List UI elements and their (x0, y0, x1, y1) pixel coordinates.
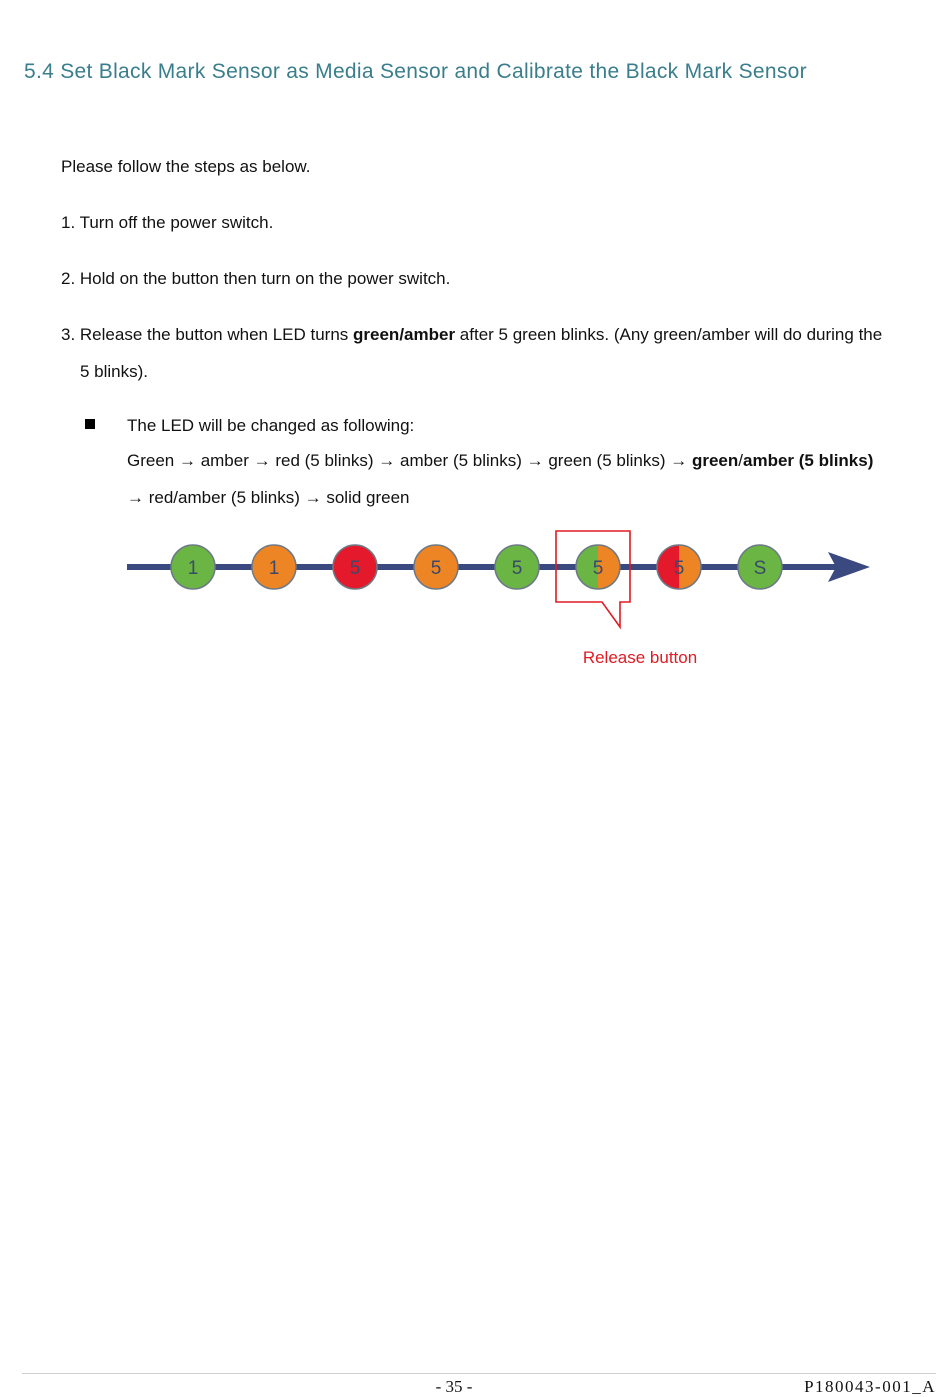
led-sequence-amber: amber (5 blinks) (743, 451, 874, 470)
step-3-continuation: 5 blinks). (80, 362, 149, 381)
step-3-amber: amber (404, 325, 456, 344)
step-3-slash: / (399, 325, 405, 344)
led-indicator (495, 545, 539, 589)
step-2: 2. Hold on the button then turn on the power switch. (61, 269, 451, 288)
led-indicator (657, 545, 701, 589)
document-id: P180043-001_A (804, 1377, 936, 1396)
led-indicator (738, 545, 782, 589)
led-sequence-slash: / (738, 451, 743, 470)
led-sequence-green: green (691, 451, 739, 470)
bullet-intro: The LED will be changed as following: (127, 416, 415, 435)
led-label: 5 (349, 558, 361, 579)
led-label: 1 (187, 558, 199, 579)
page-number: - 35 - (435, 1377, 473, 1396)
led-label: 5 (511, 558, 523, 579)
led-label: S (753, 558, 767, 579)
led-indicator (576, 545, 620, 589)
section-heading: 5.4 Set Black Mark Sensor as Media Sensor and Calibrate the Black Mark Sensor (24, 60, 807, 83)
led-label: 5 (430, 558, 442, 579)
led-sequence-diagram (120, 525, 880, 675)
step-3 (61, 325, 882, 345)
step-3-suffix: after 5 green blinks. (Any green/amber will do during the (455, 325, 883, 344)
led-sequence-line-2: → red/amber (5 blinks) → solid green (127, 488, 410, 507)
step-3-prefix: 3. Release the button when LED turns (61, 325, 354, 344)
step-1: 1. Turn off the power switch. (61, 213, 274, 232)
led-indicator (414, 545, 458, 589)
step-3-green: green (353, 325, 400, 344)
led-sequence-text: Green → amber → red (5 blinks) → amber (5 blinks) → green (5 blinks) → (127, 451, 692, 470)
led-label: 5 (673, 558, 685, 579)
footer-divider (22, 1373, 936, 1374)
release-button-label: Release button (582, 648, 698, 667)
led-indicator (252, 545, 296, 589)
intro-text: Please follow the steps as below. (61, 157, 311, 176)
led-sequence-line-1 (127, 451, 873, 471)
bullet-square-icon (85, 419, 95, 429)
led-indicator (333, 545, 377, 589)
led-label: 5 (592, 558, 604, 579)
led-label: 1 (268, 558, 280, 579)
led-indicator (171, 545, 215, 589)
